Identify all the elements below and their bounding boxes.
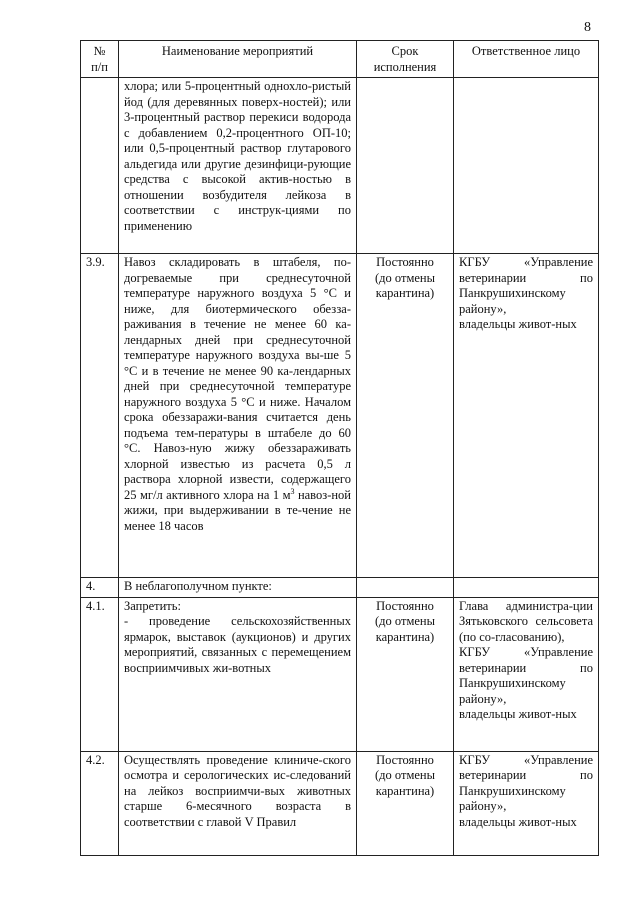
row-num: 3.9.: [81, 254, 119, 578]
row-term: Постоянно (до отмены карантина): [357, 751, 454, 855]
table-row: [81, 578, 599, 598]
row-term: Постоянно (до отмены карантина): [357, 254, 454, 578]
header-num: № п/п: [81, 41, 119, 78]
measures-table: [80, 40, 599, 856]
row-responsible: [454, 78, 599, 254]
table-row: [81, 597, 599, 751]
row-measure: Запретить: - проведение сельскохозяйственных ярмарок, выставок (аукционов) и других мероприятий, связанных с перемещением восприимчивых жи-вотных: [119, 597, 357, 751]
row-term: [357, 78, 454, 254]
page-number: 8: [584, 20, 591, 35]
table-row: [81, 751, 599, 855]
row-num: 4.2.: [81, 751, 119, 855]
header-term: Срок исполнения: [357, 41, 454, 78]
row-measure-text: Навоз складировать в штабеля, по-догреваемые при среднесуточной температуре наружного воздуха 5 °С и ниже, для биотермического обезза-раживания в течение не менее 60 ка-лендарных дней при среднесуточной температуре наружного воздуха вы-ше 5 °С и в течение не менее 90 ка-лендарных дней при среднесуточной температуре наружного воздуха 5 °С и ниже. Началом срока обеззаражи-вания считается день подъема тем-пературы в штабеле до 60 °С. Навоз-ную жижу обеззараживать хлорной известью из расчета 0,5 л раствора хлорной извести, содержащего 25 мг/л активного хлора на 1 м: [124, 255, 351, 502]
row-responsible: [454, 578, 599, 598]
superscript-three: 3: [290, 486, 295, 496]
table-row: [81, 78, 599, 254]
table-row: [81, 254, 599, 578]
row-num: [81, 78, 119, 254]
table-header-row: [81, 41, 599, 78]
row-responsible: КГБУ «Управление ветеринарии по Панкрушихинскому району», владельцы живот-ных: [454, 254, 599, 578]
row-num: 4.: [81, 578, 119, 598]
row-num: 4.1.: [81, 597, 119, 751]
row-responsible: КГБУ «Управление ветеринарии по Панкрушихинскому району», владельцы живот-ных: [454, 751, 599, 855]
row-measure: хлора; или 5-процентный однохло-ристый йод (для деревянных поверх-ностей); или 3-процентный раствор перекиси водорода с добавлением 0,2-процентного ОП-10; или 0,5-процентный раствор глутарового альдегида или другие дезинфици-рующие средства с высокой актив-ностью в отношении возбудителя лейкоза в соответствии с инструк-циями по применению: [119, 78, 357, 254]
row-responsible: Глава администра-ции Зятьковского сельсовета (по со-гласованию), КГБУ «Управление ветеринарии по Панкрушихинскому району», владельцы живот-ных: [454, 597, 599, 751]
row-measure: [119, 254, 357, 578]
row-measure-text-end: навоз-ной жижи, при выдерживании в те-чение не менее 18 часов: [124, 487, 351, 533]
header-name: Наименование мероприятий: [119, 41, 357, 78]
header-responsible: Ответственное лицо: [454, 41, 599, 78]
row-term: Постоянно (до отмены карантина): [357, 597, 454, 751]
row-measure: Осуществлять проведение клиниче-ского осмотра и серологических ис-следований на лейкоз восприимчи-вых животных старше 6-месячного возраста в соответствии с главой V Правил: [119, 751, 357, 855]
row-term: [357, 578, 454, 598]
row-measure: В неблагополучном пункте:: [119, 578, 357, 598]
